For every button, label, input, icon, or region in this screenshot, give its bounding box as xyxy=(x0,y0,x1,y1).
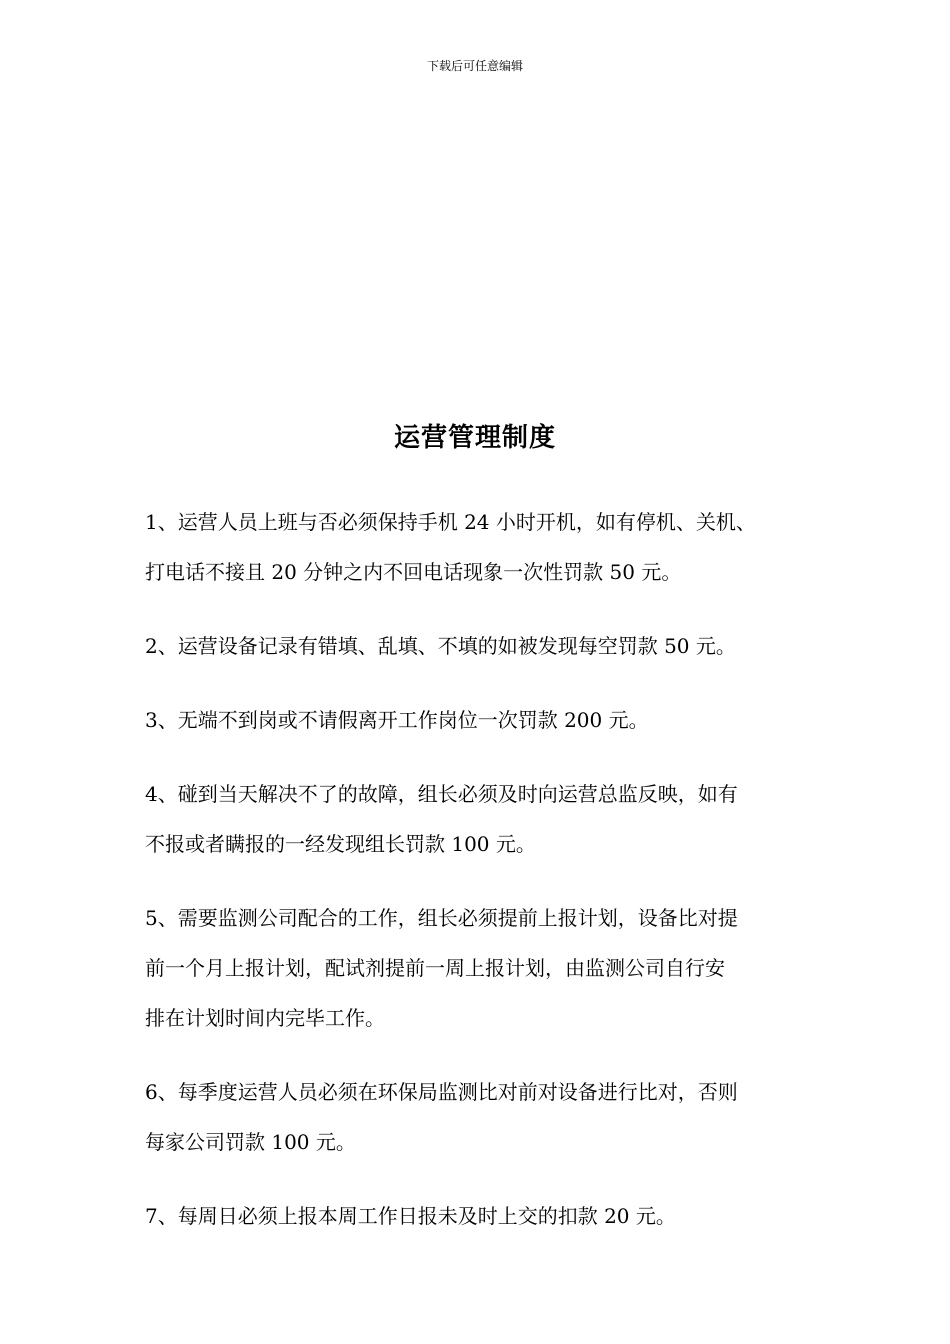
rule-line: 4、碰到当天解决不了的故障，组长必须及时向运营总监反映，如有 xyxy=(145,782,738,806)
rule-item xyxy=(145,1191,835,1241)
rule-line: 每家公司罚款 100 元。 xyxy=(145,1130,356,1154)
rule-line: 打电话不接且 20 分钟之内不回电话现象一次性罚款 50 元。 xyxy=(145,560,682,584)
rule-line: 3、无端不到岗或不请假离开工作岗位一次罚款 200 元。 xyxy=(145,708,649,732)
rule-line: 前一个月上报计划，配试剂提前一周上报计划，由监测公司自行安 xyxy=(145,956,725,980)
rule-item xyxy=(145,621,835,671)
rule-line: 1、运营人员上班与否必须保持手机 24 小时开机，如有停机、关机、 xyxy=(145,510,756,534)
document-title: 运营管理制度 xyxy=(393,423,556,453)
rule-line: 2、运营设备记录有错填、乱填、不填的如被发现每空罚款 50 元。 xyxy=(145,634,736,658)
rule-item xyxy=(145,893,835,1043)
rule-line: 6、每季度运营人员必须在环保局监测比对前对设备进行比对，否则 xyxy=(145,1080,738,1104)
rule-item xyxy=(145,769,835,869)
rule-item xyxy=(145,695,835,745)
rule-line: 7、每周日必须上报本周工作日报未及时上交的扣款 20 元。 xyxy=(145,1204,676,1228)
header-note: 下载后可任意编辑 xyxy=(426,59,523,73)
rule-line: 5、需要监测公司配合的工作，组长必须提前上报计划，设备比对提 xyxy=(145,906,738,930)
rule-line: 排在计划时间内完毕工作。 xyxy=(145,1006,385,1030)
rules-list xyxy=(145,497,835,1265)
rule-line: 不报或者瞒报的一经发现组长罚款 100 元。 xyxy=(145,832,536,856)
rule-item xyxy=(145,497,835,597)
rule-item xyxy=(145,1067,835,1167)
